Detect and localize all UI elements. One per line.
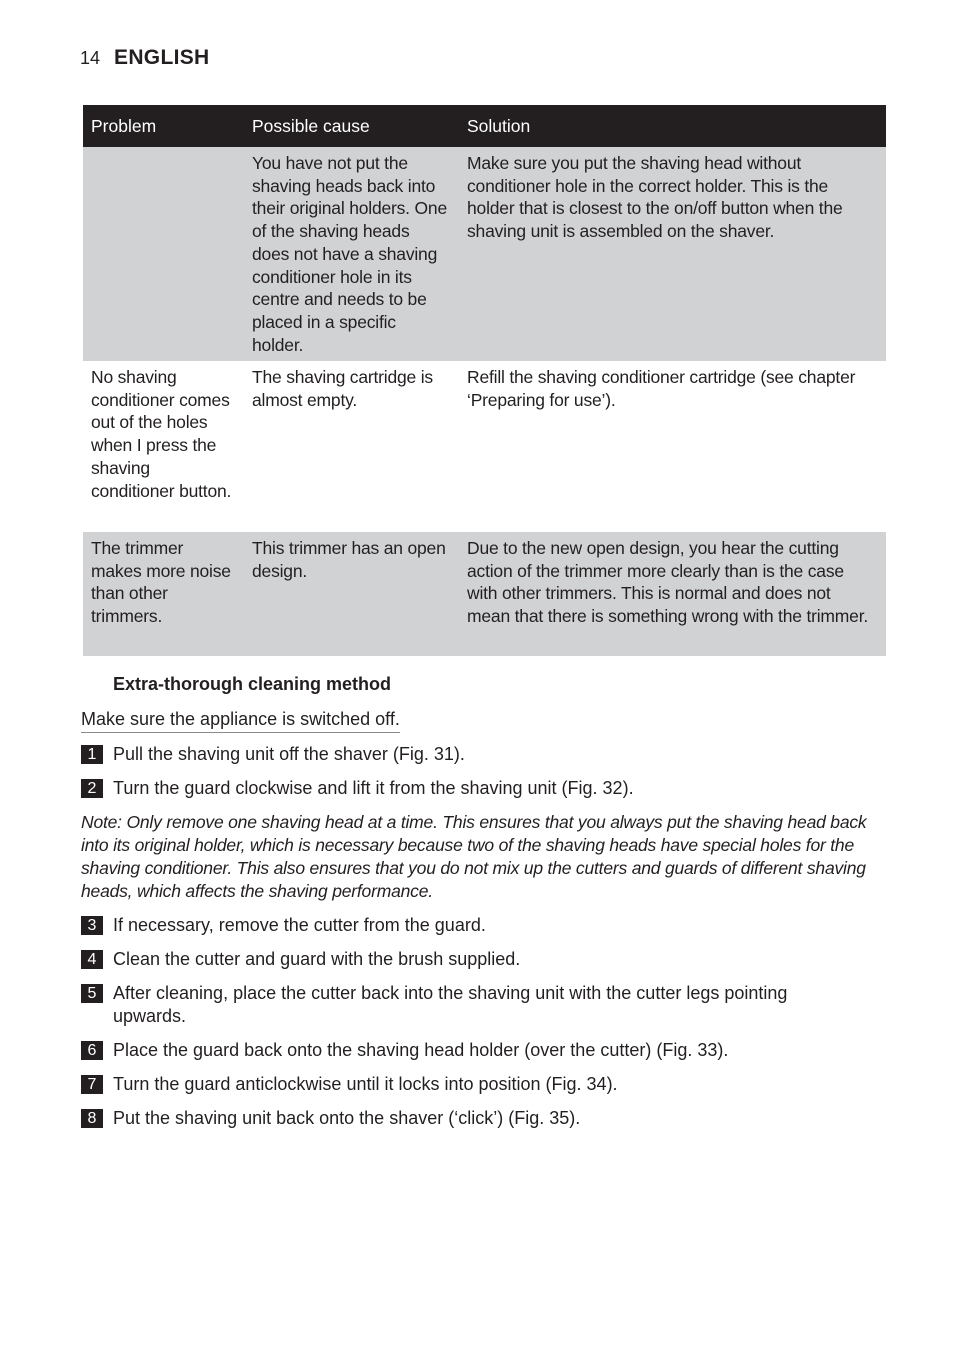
page-number: 14 (80, 48, 101, 68)
step-item (81, 948, 881, 971)
step-number: 5 (81, 984, 103, 1003)
troubleshooting-table (83, 105, 886, 656)
step-number: 6 (81, 1041, 103, 1060)
header-problem: Problem (83, 105, 244, 147)
table-row (83, 532, 886, 656)
step-item (81, 777, 881, 800)
step-number: 7 (81, 1075, 103, 1094)
table-row (83, 147, 886, 361)
step-number: 1 (81, 745, 103, 764)
note-text: Note: Only remove one shaving head at a time. This ensures that you always put the shaving head back into its original holder, which is necessary because two of the shaving heads have special holes for the shaving conditioner. This also ensures that you do not mix up the cutters and guards of different shaving heads, which affects the shaving performance. (81, 812, 867, 901)
precaution-text: Make sure the appliance is switched off. (81, 708, 400, 733)
step-item (81, 1039, 881, 1062)
page-language: ENGLISH (114, 46, 210, 69)
step-text: If necessary, remove the cutter from the guard. (113, 915, 486, 935)
cause-cell: The shaving cartridge is almost empty. (252, 367, 433, 410)
step-text: Turn the guard anticlockwise until it locks into position (Fig. 34). (113, 1074, 618, 1094)
step-number: 2 (81, 779, 103, 798)
solution-cell: Make sure you put the shaving head without conditioner hole in the correct holder. This is the holder that is closest to the on/off button when the shaving unit is assembled on the shaver. (459, 147, 886, 361)
step-number: 8 (81, 1109, 103, 1128)
step-text: Pull the shaving unit off the shaver (Fig. 31). (113, 744, 465, 764)
header-solution: Solution (459, 105, 886, 147)
step-text: After cleaning, place the cutter back into the shaving unit with the cutter legs pointing upwards. (113, 983, 788, 1026)
step-number: 4 (81, 950, 103, 969)
page-header (80, 46, 209, 76)
step-item (81, 1107, 881, 1130)
table-header-row (83, 105, 886, 147)
solution-cell: Refill the shaving conditioner cartridge (see chapter ‘Preparing for use’). (467, 367, 856, 410)
cause-cell: This trimmer has an open design. (244, 532, 459, 656)
cause-cell: You have not put the shaving heads back into their original holders. One of the shaving heads does not have a shaving conditioner hole in its centre and needs to be placed in a specific holder. (244, 147, 459, 361)
problem-cell: The trimmer makes more noise than other trimmers. (83, 532, 244, 656)
solution-cell: Due to the new open design, you hear the cutting action of the trimmer more clearly than is the case with other trimmers. This is normal and does not mean that there is something wrong with the trimmer. (459, 532, 886, 656)
step-text: Place the guard back onto the shaving head holder (over the cutter) (Fig. 33). (113, 1040, 729, 1060)
problem-cell: No shaving conditioner comes out of the holes when I press the shaving conditioner button. (91, 367, 232, 501)
table-row (83, 361, 886, 532)
step-text: Clean the cutter and guard with the brush supplied. (113, 949, 521, 969)
header-possible-cause: Possible cause (244, 105, 459, 147)
step-number: 3 (81, 916, 103, 935)
step-text: Turn the guard clockwise and lift it from the shaving unit (Fig. 32). (113, 778, 634, 798)
step-item (81, 743, 881, 766)
step-text: Put the shaving unit back onto the shaver (‘click’) (Fig. 35). (113, 1108, 581, 1128)
section-title: Extra-thorough cleaning method (113, 674, 392, 694)
step-item (81, 914, 881, 937)
step-item (81, 982, 881, 1028)
step-item (81, 1073, 881, 1096)
problem-cell (83, 147, 244, 361)
